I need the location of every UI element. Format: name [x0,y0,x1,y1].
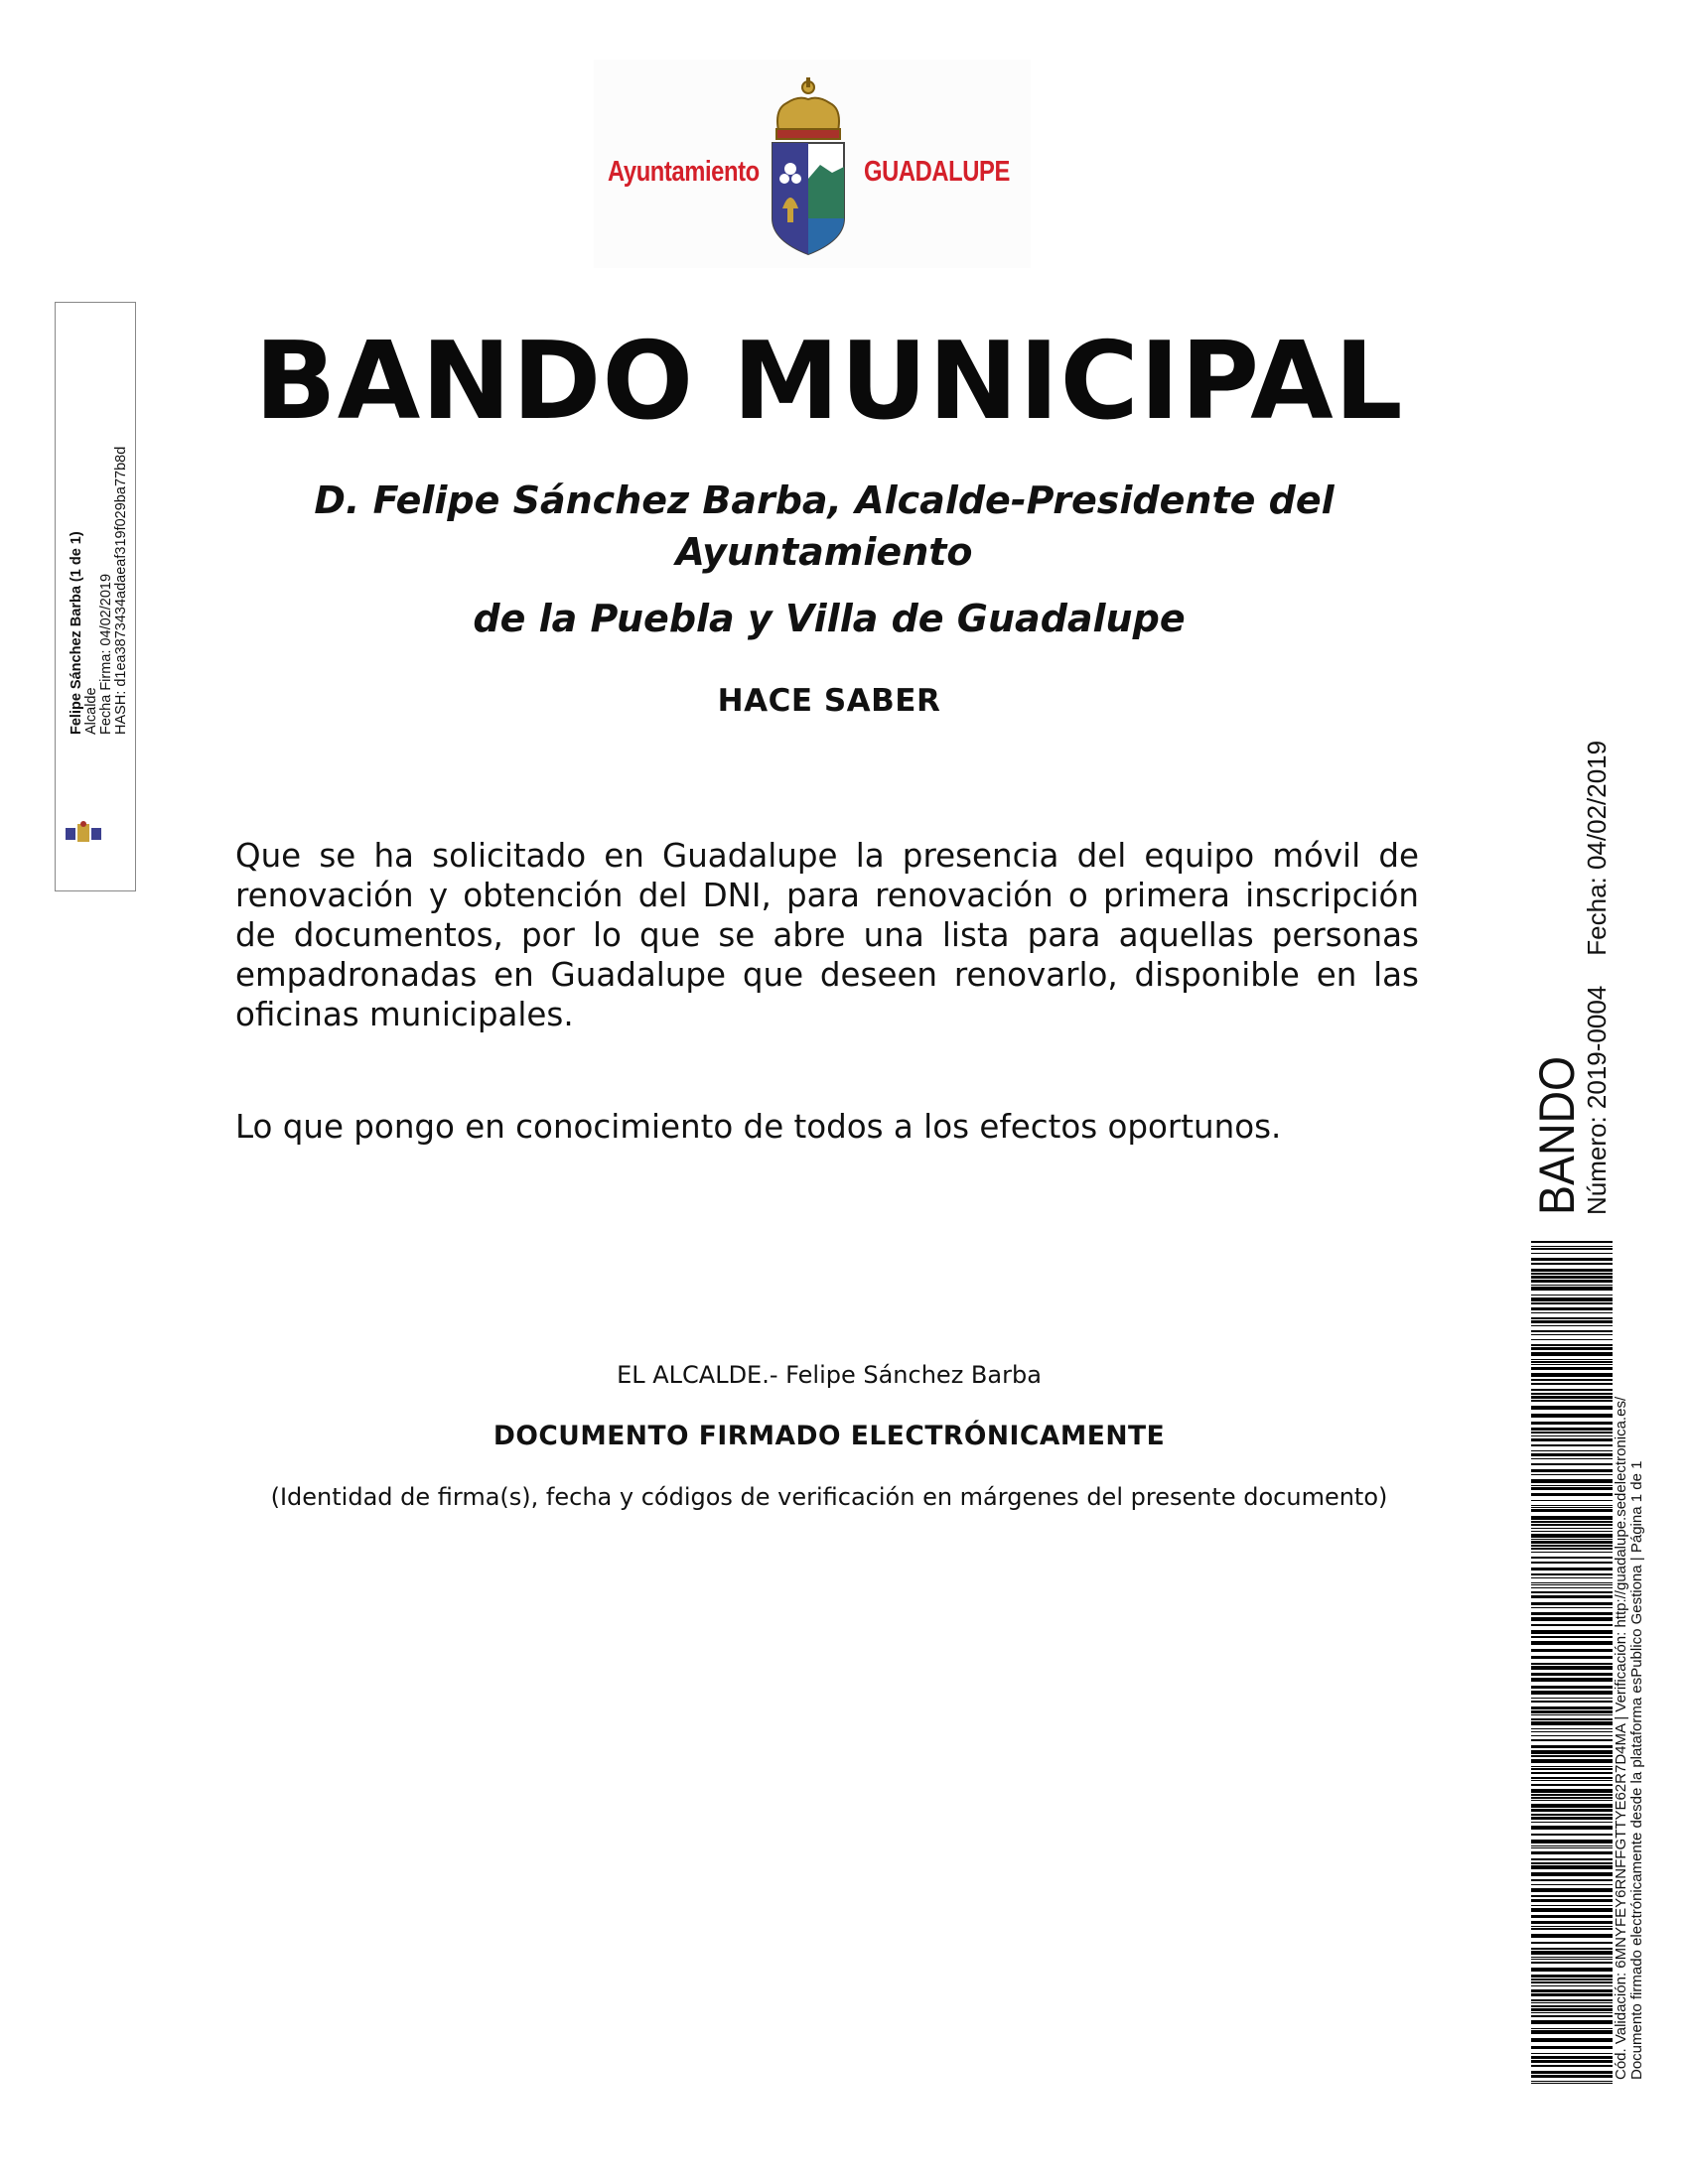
coat-of-arms-icon [761,69,856,258]
document-number-date [1583,711,1611,1215]
verification-info [1614,1325,1645,2080]
signature-hash: HASH: d1ea3873434adaeaf319f029ba77b8d [113,446,129,735]
closing-paragraph: Lo que pongo en conocimiento de todos a los efectos oportunos. [235,1108,1282,1146]
logo-text-guadalupe: GUADALUPE [864,156,1010,188]
mayor-line: D. Felipe Sánchez Barba, Alcalde-Presidente del Ayuntamiento [314,478,1335,574]
signature-date: Fecha Firma: 04/02/2019 [98,573,114,735]
body-paragraph: Que se ha solicitado en Guadalupe la presencia del equipo móvil de renovación y obtención del DNI, para renovación o primera inscripción de documentos, por lo que se abre una lista para aquellas personas empadronadas en Guadalupe que deseen renovarlo, disponible en las oficinas municipales. [235,837,1419,1033]
signature-emblem-icon [64,820,103,846]
page-title: BANDO MUNICIPAL [254,320,1404,444]
hace-saber-heading: HACE SABER [717,683,941,719]
document-type-label: BANDO [1529,1055,1585,1215]
municipal-logo [594,60,1031,268]
signer-name: Felipe Sánchez Barba (1 de 1) [69,531,84,735]
logo-text-ayuntamiento: Ayuntamiento [608,156,760,188]
signature-identity-note: (Identidad de firma(s), fecha y códigos de verificación en márgenes del presente documento) [270,1483,1388,1511]
document-stamp [1529,711,1611,1215]
municipality-line: de la Puebla y Villa de Guadalupe [473,597,1186,640]
electronic-signature-notice: DOCUMENTO FIRMADO ELECTRÓNICAMENTE [492,1421,1166,1451]
document-date: Fecha: 04/02/2019 [1582,740,1612,956]
platform-note: Documento firmado electrónicamente desde la plataforma esPublico Gestiona | Página 1 de 1 [1628,1460,1645,2080]
barcode-icon [1531,1241,1613,2085]
signature-line: EL ALCALDE.- Felipe Sánchez Barba [617,1361,1042,1389]
document-number: Número: 2019-0004 [1582,985,1612,1215]
signer-role: Alcalde [83,687,99,735]
verification-code: Cód. Validación: 6MNYFEY6RNFFGTTYE62R7D4MA | Verificación: http://guadalupe.sedelectronica.es/ [1613,1396,1629,2080]
